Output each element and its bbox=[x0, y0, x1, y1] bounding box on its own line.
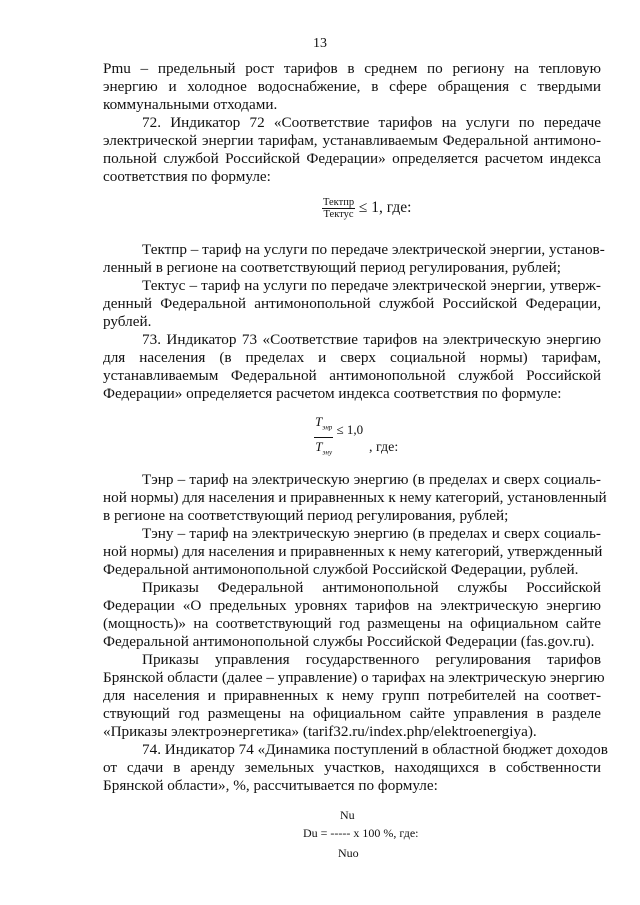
text-line: 72. Индикатор 72 «Соответствие тарифов на услуги по передаче bbox=[142, 114, 601, 131]
text-line: Тэнр – тариф на электрическую энергию (в пределах и сверх социаль- bbox=[142, 471, 601, 488]
text-line: соответствия по формуле: bbox=[103, 168, 271, 185]
page-number: 13 bbox=[313, 36, 327, 51]
formula-73-condition: ≤ 1,0 bbox=[336, 422, 364, 438]
formula-72-numerator: Тектпр bbox=[323, 197, 355, 208]
text-line: устанавливаемым Федеральной антимонопольной службой Российской bbox=[103, 367, 601, 384]
text-line: ствующий год размещены на официальном сайте управления в разделе bbox=[103, 705, 601, 722]
formula-73-denominator-sub: эну bbox=[322, 448, 333, 457]
text-line: Pmu – предельный рост тарифов в среднем по региону на тепловую bbox=[103, 60, 601, 77]
text-line: рублей. bbox=[103, 313, 152, 330]
formula-74-denominator: Nuo bbox=[338, 846, 359, 860]
text-line: в регионе на соответствующий период регулирования, рублей; bbox=[103, 507, 509, 524]
text-line: Брянской области», %, рассчитывается по формуле: bbox=[103, 777, 438, 794]
text-line: для населения и приравненных к нему групп потребителей на соответ- bbox=[103, 687, 601, 704]
text-line: ной нормы) для населения и приравненных к нему категорий, установленный bbox=[103, 489, 607, 506]
text-line: (мощность)» на соответствующий год размещены на официальном сайте bbox=[103, 615, 601, 632]
formula-73 bbox=[314, 413, 363, 461]
text-line: для населения (в пределах и сверх социальной нормы) тарифам, bbox=[103, 349, 601, 366]
formula-73-numerator-sub: энр bbox=[322, 423, 333, 432]
text-line: энергию и холодное водоснабжение, в сфере обращения с твердыми bbox=[103, 78, 601, 95]
text-line: польной службой Российской Федерации» определяется расчетом индекса bbox=[103, 150, 601, 167]
text-line: Федерации» определяется расчетом индекса соответствия по формуле: bbox=[103, 385, 562, 402]
text-line: денный Федеральной антимонопольной службой Российской Федерации, bbox=[103, 295, 601, 312]
formula-74-numerator: Nu bbox=[340, 808, 355, 822]
text-line: от сдачи в аренду земельных участков, находящихся в собственности bbox=[103, 759, 601, 776]
formula-73-where: , где: bbox=[369, 440, 399, 455]
text-line: 73. Индикатор 73 «Соответствие тарифов на электрическую энергию bbox=[142, 331, 601, 348]
text-line: ленный в регионе на соответствующий период регулирования, рублей; bbox=[103, 259, 562, 276]
text-line: Брянской области (далее – управление) о тарифах на электрическую энергию bbox=[103, 669, 605, 686]
text-line: Приказы Федеральной антимонопольной службы Российской bbox=[142, 579, 601, 596]
text-line: Тэну – тариф на электрическую энергию (в пределах и сверх социаль- bbox=[142, 525, 601, 542]
text-line: коммунальными отходами. bbox=[103, 96, 278, 113]
formula-72-denominator: Тектус bbox=[323, 209, 354, 220]
formula-73-denominator: T bbox=[315, 438, 323, 454]
text-line: ной нормы) для населения и приравненных к нему категорий, утвержденный bbox=[103, 543, 603, 560]
text-line: Тектус – тариф на услуги по передаче электрической энергии, утверж- bbox=[142, 277, 601, 294]
text-line: 74. Индикатор 74 «Динамика поступлений в областной бюджет доходов bbox=[142, 741, 608, 758]
text-line: Приказы управления государственного регулирования тарифов bbox=[142, 651, 601, 668]
text-line: «Приказы электроэнергетика» (tarif32.ru/index.php/elektroenergiya). bbox=[103, 723, 537, 740]
text-line: Федерации «О предельных уровнях тарифов на электрическую энергию bbox=[103, 597, 601, 614]
formula-72 bbox=[322, 197, 411, 220]
formula-73-numerator: T bbox=[315, 414, 323, 429]
text-line: Тектпр – тариф на услуги по передаче электрической энергии, установ- bbox=[142, 241, 605, 258]
text-line: электрической энергии тарифам, устанавливаемым Федеральной антимоно- bbox=[103, 132, 601, 149]
formula-74-main: Du = ----- x 100 %, где: bbox=[303, 826, 419, 840]
formula-72-condition: ≤ 1, где: bbox=[358, 198, 412, 216]
text-line: Федеральной антимонопольной службы Российской Федерации (fas.gov.ru). bbox=[103, 633, 595, 650]
text-line: Федеральной антимонопольной службой Российской Федерации, рублей. bbox=[103, 561, 579, 578]
